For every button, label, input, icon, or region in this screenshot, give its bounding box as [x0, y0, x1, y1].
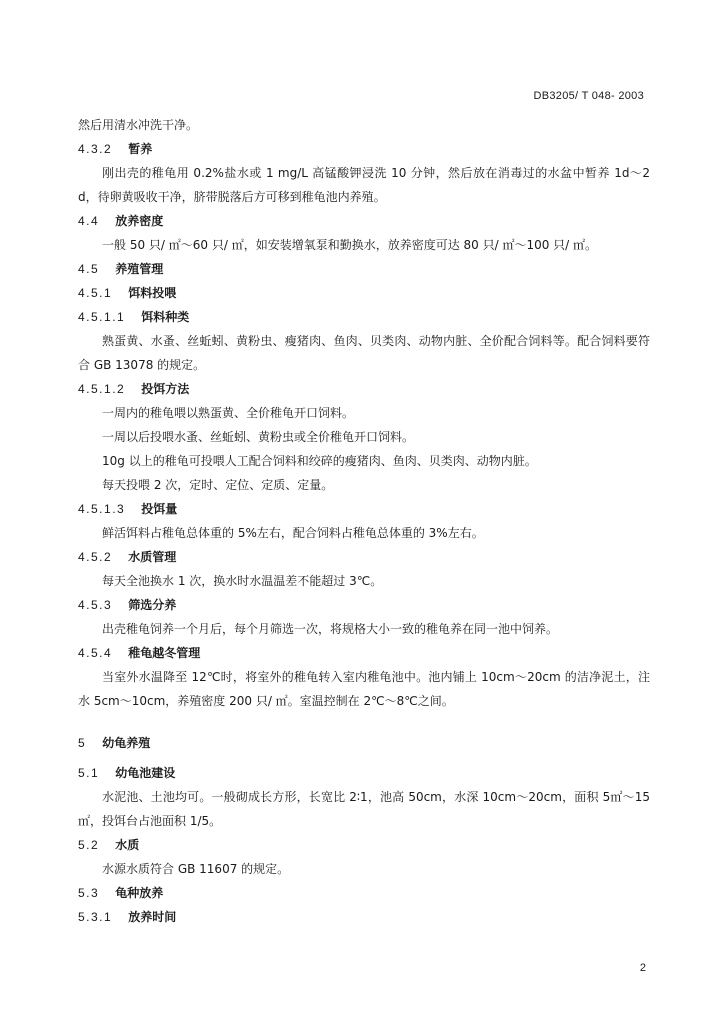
section-title: 放养密度	[115, 214, 164, 228]
paragraph: 每天全池换水 1 次，换水时水温温差不能超过 3℃。	[102, 574, 383, 588]
section-number: 5.1	[78, 766, 100, 780]
section-title: 饵料种类	[141, 310, 190, 324]
paragraph: 水源水质符合 GB 11607 的规定。	[102, 862, 290, 876]
paragraph: 水泥池、土池均可。一般砌成长方形，长宽比 2∶1，池高 50cm，水深 10cm～20cm，面积 5㎡～15㎡，投饵台占池面积 1/5。	[78, 790, 650, 828]
paragraph: 10g 以上的稚龟可投喂人工配合饲料和绞碎的瘦猪肉、鱼肉、贝类肉、动物内脏。	[102, 454, 537, 468]
section-title: 投饵量	[141, 502, 178, 516]
section-heading-4-4	[78, 209, 650, 233]
paragraph: 熟蛋黄、水蚤、丝蚯蚓、黄粉虫、瘦猪肉、鱼肉、贝类肉、动物内脏、全价配合饲料等。配合饲料要符合 GB 13078 的规定。	[78, 334, 650, 372]
section-title: 放养时间	[128, 910, 177, 924]
section-number: 4.5.1	[78, 286, 113, 300]
paragraph: 鲜活饵料占稚龟总体重的 5%左右，配合饲料占稚龟总体重的 3%左右。	[102, 526, 484, 540]
paragraph: 一周内的稚龟喂以熟蛋黄、全价稚龟开口饲料。	[102, 406, 355, 420]
section-title: 水质管理	[128, 550, 177, 564]
section-heading-4-3-2	[78, 137, 650, 161]
section-heading-4-5-1	[78, 281, 650, 305]
document-body	[78, 113, 650, 929]
section-heading-4-5-1-2	[78, 377, 650, 401]
section-number: 5.3	[78, 886, 100, 900]
section-title: 水质	[115, 838, 140, 852]
section-title: 稚龟越冬管理	[128, 646, 201, 660]
section-number: 4.5	[78, 262, 100, 276]
section-title: 饵料投喂	[128, 286, 177, 300]
section-heading-4-5-4	[78, 641, 650, 665]
paragraph: 一般 50 只/ ㎡～60 只/ ㎡，如安装增氧泵和勤换水，放养密度可达 80 只/ ㎡～100 只/ ㎡。	[102, 238, 598, 252]
section-number: 4.5.1.3	[78, 502, 126, 516]
section-heading-5-3-1	[78, 905, 650, 929]
spacer	[78, 713, 650, 731]
section-number: 4.5.1.1	[78, 310, 126, 324]
section-title: 筛选分养	[128, 598, 177, 612]
section-heading-4-5-3	[78, 593, 650, 617]
section-title: 投饵方法	[141, 382, 190, 396]
section-heading-4-5-2	[78, 545, 650, 569]
paragraph: 出壳稚龟饲养一个月后，每个月筛选一次，将规格大小一致的稚龟养在同一池中饲养。	[102, 622, 559, 636]
paragraph: 每天投喂 2 次，定时、定位、定质、定量。	[102, 478, 334, 492]
section-heading-4-5	[78, 257, 650, 281]
paragraph: 然后用清水冲洗干净。	[78, 118, 199, 132]
paragraph: 一周以后投喂水蚤、丝蚯蚓、黄粉虫或全价稚龟开口饲料。	[102, 430, 415, 444]
paragraph: 当室外水温降至 12℃时，将室外的稚龟转入室内稚龟池中。池内铺上 10cm～20cm 的洁净泥土，注水 5cm～10cm，养殖密度 200 只/ ㎡。室温控制在 2℃～8℃之间。	[78, 670, 650, 708]
section-number: 5.3.1	[78, 910, 113, 924]
section-number: 4.5.3	[78, 598, 113, 612]
section-number: 4.4	[78, 214, 100, 228]
section-number: 5.2	[78, 838, 100, 852]
section-number: 4.5.4	[78, 646, 113, 660]
section-title: 龟种放养	[115, 886, 164, 900]
section-number: 4.3.2	[78, 142, 113, 156]
section-heading-5-3	[78, 881, 650, 905]
section-number: 4.5.2	[78, 550, 113, 564]
section-title: 暂养	[128, 142, 153, 156]
section-number: 4.5.1.2	[78, 382, 126, 396]
document-code: DB3205/ T 048- 2003	[533, 90, 644, 102]
section-title: 养殖管理	[115, 262, 164, 276]
section-title: 幼龟养殖	[102, 736, 151, 750]
section-title: 幼龟池建设	[115, 766, 176, 780]
section-heading-5	[78, 731, 650, 755]
section-heading-4-5-1-1	[78, 305, 650, 329]
section-heading-5-1	[78, 761, 650, 785]
section-heading-5-2	[78, 833, 650, 857]
page-number: 2	[639, 962, 646, 974]
section-heading-4-5-1-3	[78, 497, 650, 521]
paragraph: 刚出壳的稚龟用 0.2%盐水或 1 mg/L 高锰酸钾浸洗 10 分钟，然后放在消毒过的水盆中暂养 1d～2d，待卵黄吸收干净，脐带脱落后方可移到稚龟池内养殖。	[78, 166, 650, 204]
section-number: 5	[78, 736, 87, 750]
